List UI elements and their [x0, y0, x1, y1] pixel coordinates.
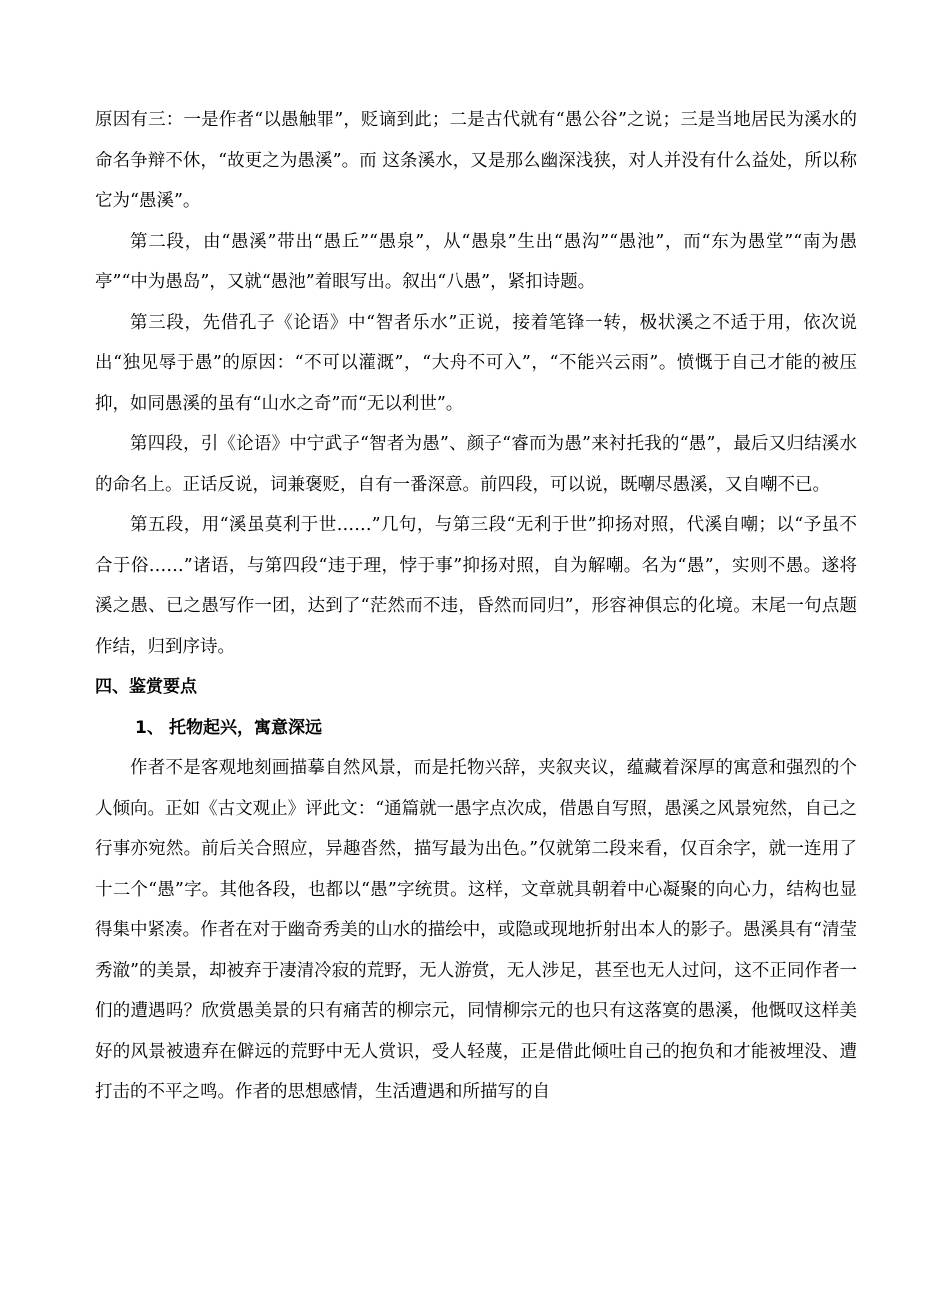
body-paragraph-2: 第二段，由“愚溪”带出“愚丘”“愚泉”，从“愚泉”生出“愚沟”“愚池”，而“东为愚堂”“南为愚亭”“中为愚岛”，又就“愚池”着眼写出。叙出“八愚”，紧扣诗题。 — [95, 231, 857, 292]
section-heading: 四、鉴赏要点 — [95, 677, 197, 697]
body-paragraph-1: 原因有三：一是作者“以愚触罪”，贬谪到此；二是古代就有“愚公谷”之说；三是当地居民为溪水的命名争辩不休，“故更之为愚溪”。而 这条溪水，又是那么幽深浅狭，对人并没有什么益处，所以称它为“愚溪”。 — [95, 110, 857, 211]
subsection-number: 1、 — [135, 717, 164, 738]
body-paragraph-3: 第三段，先借孔子《论语》中“智者乐水”正说，接着笔锋一转，极状溪之不适于用，依次说出“独见辱于愚”的原因：“不可以灌溉”，“大舟不可入”，“不能兴云雨”。愤慨于自己才能的被压抑，如同愚溪的虽有“山水之奇”而“无以利世”。 — [95, 312, 857, 414]
body-paragraph-4: 第四段，引《论语》中宁武子“智者为愚”、颜子“睿而为愚”来衬托我的“愚”，最后又归结溪水的命名上。正话反说，词兼褒贬，自有一番深意。前四段，可以说，既嘲尽愚溪，又自嘲不已。 — [95, 434, 857, 495]
analysis-paragraph: 作者不是客观地刻画描摹自然风景，而是托物兴辞，夹叙夹议，蕴藏着深厚的寓意和强烈的个人倾向。正如《古文观止》评此文：“通篇就一愚字点次成，借愚自写照，愚溪之风景宛然，自己之行事亦宛然。前后关合照应，异趣沓然，描写最为出色。”仅就第二段来看，仅百余字，就一连用了十二个“愚”字。其他各段，也都以“愚”字统贯。这样，文章就具朝着中心凝聚的向心力，结构也显得集中紧凑。作者在对于幽奇秀美的山水的描绘中，或隐或现地折射出本人的影子。愚溪具有“清莹秀澈”的美景，却被弃于凄清冷寂的荒野，无人游赏，无人涉足，甚至也无人过问，这不正同作者一们的遭遇吗？欣赏愚美景的只有痛苦的柳宗元，同情柳宗元的也只有这落寞的愚溪，他慨叹这样美好的风景被遗弃在僻远的荒野中无人赏识，受人轻蔑，正是借此倾吐自己的抱负和才能被埋没、遭打击的不平之鸣。作者的思想感情，生活遭遇和所描写的自 — [95, 758, 857, 1102]
subsection-title: 托物起兴，寓意深远 — [169, 717, 322, 738]
subsection-heading — [95, 708, 857, 749]
body-paragraph-5: 第五段，用“溪虽莫利于世……”几句，与第三段“无利于世”抑扬对照，代溪自嘲；以“予虽不合于俗……”诸语，与第四段“违于理，悖于事”抑扬对照，自为解嘲。名为“愚”，实则不愚。遂将溪之愚、已之愚写作一团，达到了“茫然而不违，昏然而同归”，形容神俱忘的化境。末尾一句点题作结，归到序诗。 — [95, 515, 857, 657]
document-page — [95, 100, 857, 1113]
